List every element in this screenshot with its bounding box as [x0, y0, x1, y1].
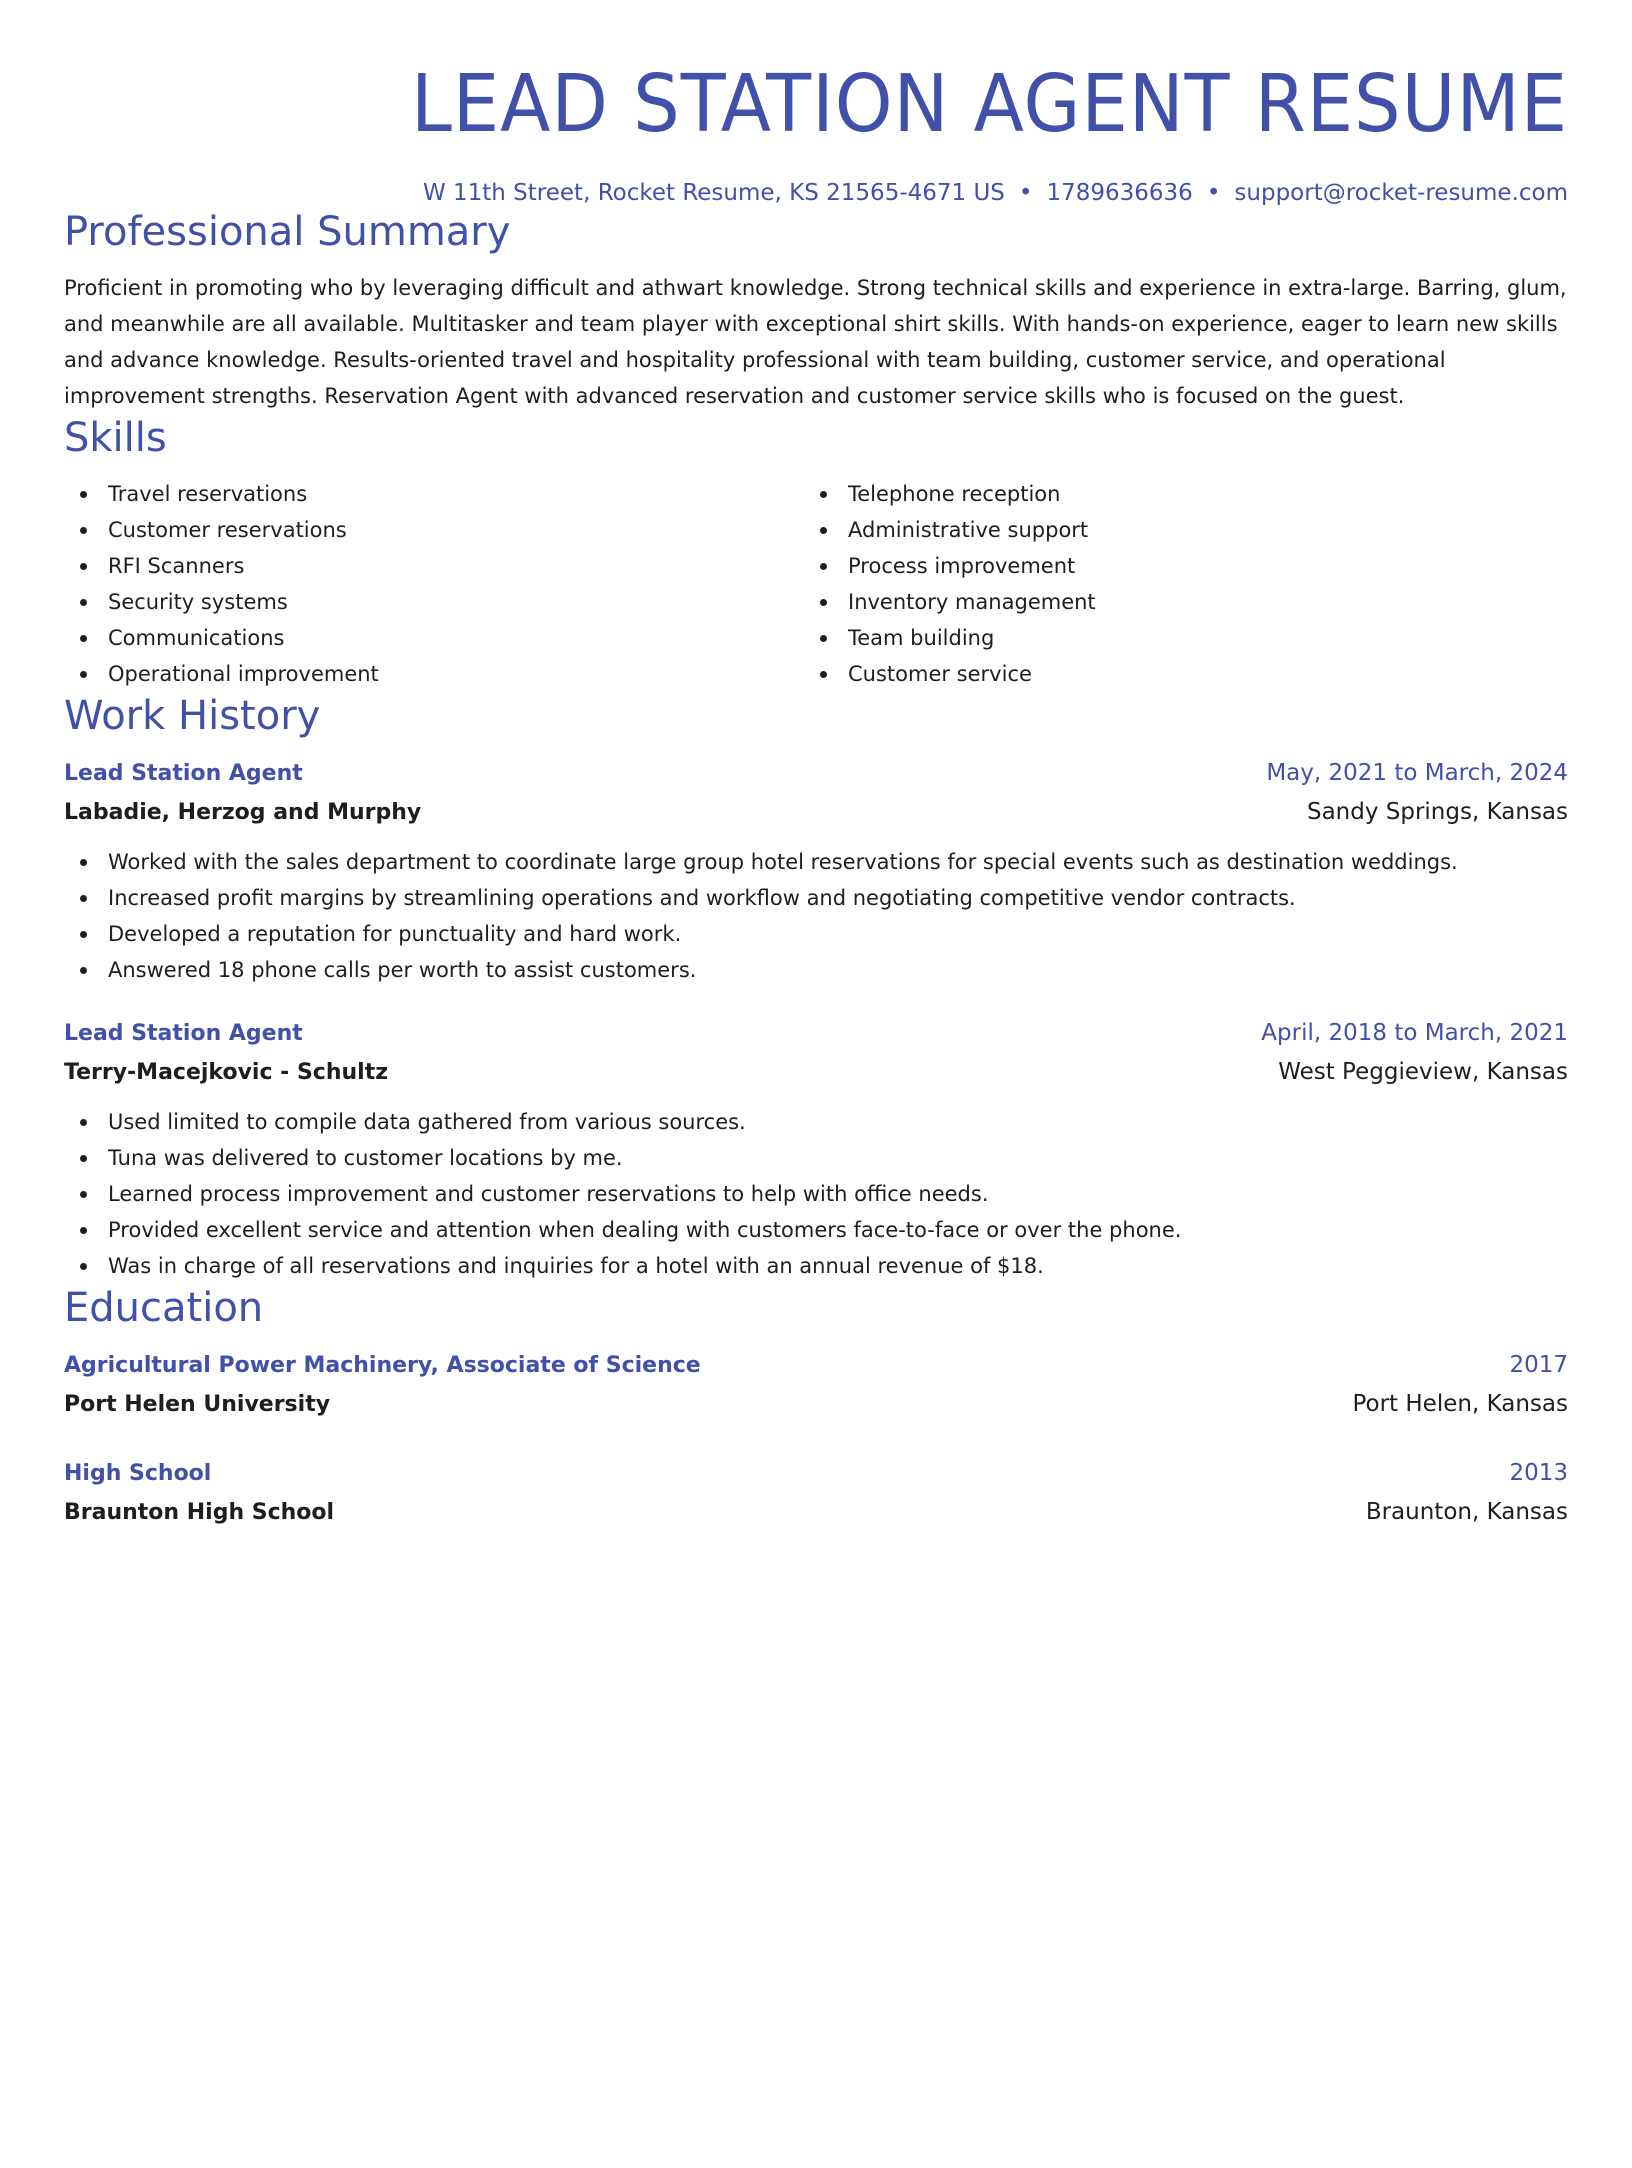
job-header-row [64, 754, 1568, 793]
skill-item: Administrative support [804, 512, 1544, 548]
skill-item: Inventory management [804, 584, 1544, 620]
education-entry [64, 1346, 1568, 1424]
degree-name: High School [64, 1461, 212, 1486]
skills-list [64, 476, 1568, 692]
job-dates: April, 2018 to March, 2021 [1261, 1020, 1568, 1046]
skill-item: RFI Scanners [64, 548, 804, 584]
skill-item: Travel reservations [64, 476, 804, 512]
job-bullets [64, 844, 1568, 988]
job-location: Sandy Springs, Kansas [1306, 799, 1568, 825]
job-bullet: Increased profit margins by streamlining operations and workflow and negotiating competitive vendor contracts. [64, 880, 1568, 916]
graduation-year: 2013 [1509, 1460, 1568, 1486]
school-location: Port Helen, Kansas [1352, 1391, 1568, 1417]
contact-line [64, 178, 1568, 208]
skills-column-right [804, 476, 1544, 692]
education-header-row [64, 1346, 1568, 1385]
job-bullet: Provided excellent service and attention when dealing with customers face-to-face or over the phone. [64, 1212, 1568, 1248]
education-school-row [64, 1385, 1568, 1424]
job-title: Lead Station Agent [64, 761, 303, 786]
job-entry [64, 754, 1568, 988]
job-bullet: Learned process improvement and customer reservations to help with office needs. [64, 1176, 1568, 1212]
separator-dot: • [1018, 180, 1033, 206]
section-heading-work-history: Work History [64, 693, 321, 739]
education-entry [64, 1454, 1568, 1532]
education-school-row [64, 1493, 1568, 1532]
summary-text: Proficient in promoting who by leveraging difficult and athwart knowledge. Strong technical skills and experience in extra-large. Barring, glum, and meanwhile are all available. Multitasker and team player with exceptional shirt skills. With hands-on experience, eager to learn new skills and advance knowledge. Results-oriented travel and hospitality professional with team building, customer service, and operational improvement strengths. Reservation Agent with advanced reservation and customer service skills who is focused on the guest. [64, 276, 1567, 408]
skill-item: Communications [64, 620, 804, 656]
job-bullet: Tuna was delivered to customer locations by me. [64, 1140, 1568, 1176]
phone: 1789636636 [1046, 180, 1193, 206]
section-heading-skills: Skills [64, 415, 167, 461]
skill-item: Telephone reception [804, 476, 1544, 512]
job-dates: May, 2021 to March, 2024 [1266, 760, 1568, 786]
job-bullet: Answered 18 phone calls per worth to assist customers. [64, 952, 1568, 988]
resume-title: LEAD STATION AGENT RESUME [410, 58, 1569, 150]
job-location: West Peggieview, Kansas [1278, 1059, 1568, 1085]
email-link[interactable]: support@rocket-resume.com [1234, 180, 1568, 206]
school-name: Port Helen University [64, 1392, 331, 1417]
graduation-year: 2017 [1509, 1352, 1568, 1378]
school-location: Braunton, Kansas [1365, 1499, 1568, 1525]
resume-page [0, 56, 1632, 2168]
job-bullets [64, 1104, 1568, 1284]
company-name: Labadie, Herzog and Murphy [64, 800, 422, 825]
address: W 11th Street, Rocket Resume, KS 21565-4671 US [422, 180, 1005, 206]
job-entry [64, 1014, 1568, 1284]
job-bullet: Used limited to compile data gathered from various sources. [64, 1104, 1568, 1140]
job-title: Lead Station Agent [64, 1021, 303, 1046]
job-header-row [64, 1014, 1568, 1053]
job-bullet: Worked with the sales department to coordinate large group hotel reservations for special events such as destination weddings. [64, 844, 1568, 880]
skill-item: Process improvement [804, 548, 1544, 584]
education-header-row [64, 1454, 1568, 1493]
section-heading-summary: Professional Summary [64, 209, 511, 255]
school-name: Braunton High School [64, 1500, 335, 1525]
job-bullet: Was in charge of all reservations and inquiries for a hotel with an annual revenue of $18. [64, 1248, 1568, 1284]
company-name: Terry-Macejkovic - Schultz [64, 1060, 389, 1085]
skill-item: Team building [804, 620, 1544, 656]
skill-item: Customer service [804, 656, 1544, 692]
degree-name: Agricultural Power Machinery, Associate of Science [64, 1353, 701, 1378]
job-company-row [64, 793, 1568, 832]
job-company-row [64, 1053, 1568, 1092]
skill-item: Customer reservations [64, 512, 804, 548]
separator-dot: • [1206, 180, 1221, 206]
section-heading-education: Education [64, 1285, 264, 1331]
skill-item: Security systems [64, 584, 804, 620]
skills-column-left [64, 476, 804, 692]
job-bullet: Developed a reputation for punctuality and hard work. [64, 916, 1568, 952]
skill-item: Operational improvement [64, 656, 804, 692]
